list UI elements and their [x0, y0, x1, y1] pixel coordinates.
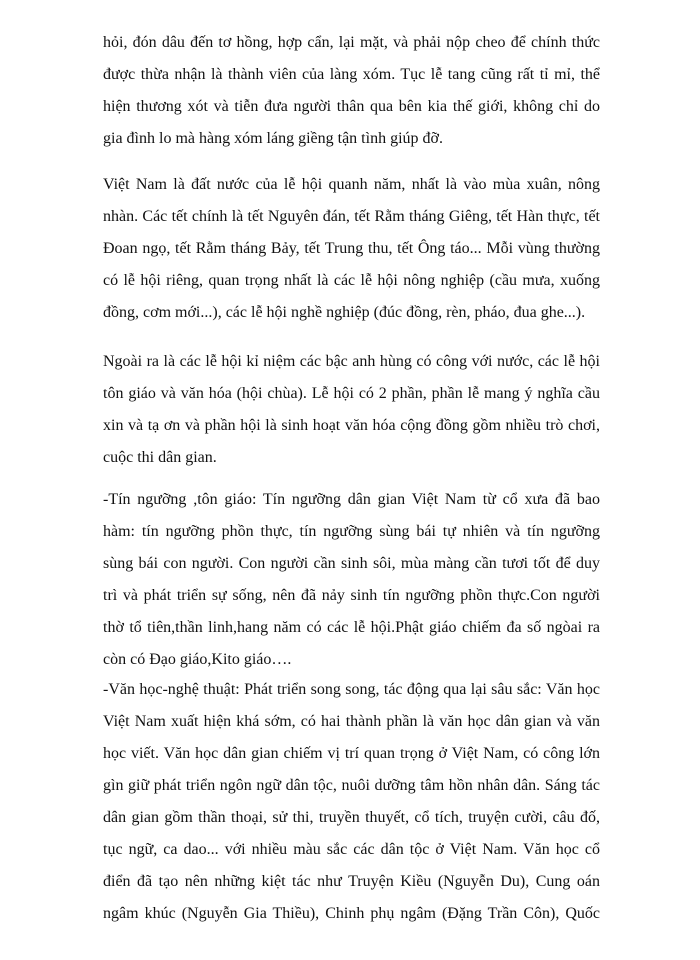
text-line: được thừa nhận là thành viên của làng xóm. Tục lễ tang cũng rất tỉ mỉ, thể — [103, 66, 600, 83]
text-line: đồng, cơm mới...), các lễ hội nghề nghiệp (đúc đồng, rèn, pháo, đua ghe...). — [103, 304, 586, 321]
text-line: có lễ hội riêng, quan trọng nhất là các lễ hội nông nghiệp (cầu mưa, xuống — [103, 272, 600, 289]
text-line: tục ngữ, ca dao... với nhiều màu sắc các dân tộc ở Việt Nam. Văn học cổ — [103, 841, 600, 858]
text-line: gìn giữ phát triển ngôn ngữ dân tộc, nuôi dưỡng tâm hồn nhân dân. Sáng tác — [103, 777, 600, 794]
text-line: Đoan ngọ, tết Rằm tháng Bảy, tết Trung thu, tết Ông táo... Mỗi vùng thường — [103, 240, 600, 257]
text-line: hiện thương xót và tiễn đưa người thân qua bên kia thế giới, không chỉ do — [103, 98, 600, 115]
text-line: còn có Đạo giáo,Kito giáo…. — [103, 651, 292, 668]
text-line: hỏi, đón dâu đến tơ hồng, hợp cẩn, lại mặt, và phải nộp cheo để chính thức — [103, 34, 600, 51]
text-line: tôn giáo và văn hóa (hội chùa). Lễ hội có 2 phần, phần lễ mang ý nghĩa cầu — [103, 385, 600, 402]
text-line: dân gian gồm thần thoại, sử thi, truyền thuyết, cổ tích, truyện cười, câu đố, — [103, 809, 600, 826]
paragraph-festivals — [103, 169, 600, 329]
text-line: cuộc thi dân gian. — [103, 449, 217, 466]
text-line: xin và tạ ơn và phần hội là sinh hoạt văn hóa cộng đồng gồm nhiều trò chơi, — [103, 417, 600, 434]
text-line: Việt Nam xuất hiện khá sớm, có hai thành phần là văn học dân gian và văn — [103, 713, 600, 730]
text-line: ngâm khúc (Nguyễn Gia Thiều), Chinh phụ ngâm (Đặng Trần Côn), Quốc — [103, 905, 600, 922]
text-line: Việt Nam là đất nước của lễ hội quanh năm, nhất là vào mùa xuân, nông — [103, 176, 600, 193]
paragraph-commemorative-festivals — [103, 346, 600, 474]
text-line: hàm: tín ngưỡng phồn thực, tín ngưỡng sùng bái tự nhiên và tín ngưỡng — [103, 523, 600, 540]
text-line: thờ tổ tiên,thần linh,hang năm có các lễ hội.Phật giáo chiếm đa số ngòai ra — [103, 619, 600, 636]
paragraph-literature-arts — [103, 674, 600, 930]
paragraph-wedding-funeral-customs — [103, 27, 600, 155]
text-line: sùng bái con người. Con người cần sinh sôi, mùa màng cần tươi tốt để duy — [103, 555, 600, 572]
paragraph-beliefs-religion — [103, 484, 600, 676]
text-line: Ngoài ra là các lễ hội kỉ niệm các bậc anh hùng có công với nước, các lễ hội — [103, 353, 600, 370]
text-line: học viết. Văn học dân gian chiếm vị trí quan trọng ở Việt Nam, có công lớn — [103, 745, 600, 762]
text-line: -Tín ngưỡng ,tôn giáo: Tín ngưỡng dân gian Việt Nam từ cổ xưa đã bao — [103, 491, 600, 508]
text-line: trì và phát triển sự sống, nên đã nảy sinh tín ngưỡng phồn thực.Con người — [103, 587, 600, 604]
text-line: -Văn học-nghệ thuật: Phát triển song song, tác động qua lại sâu sắc: Văn học — [103, 681, 600, 698]
text-line: điển đã tạo nên những kiệt tác như Truyện Kiều (Nguyễn Du), Cung oán — [103, 873, 600, 890]
text-line: nhàn. Các tết chính là tết Nguyên đán, tết Rằm tháng Giêng, tết Hàn thực, tết — [103, 208, 600, 225]
text-line: gia đình lo mà hàng xóm láng giềng tận tình giúp đỡ. — [103, 130, 443, 147]
